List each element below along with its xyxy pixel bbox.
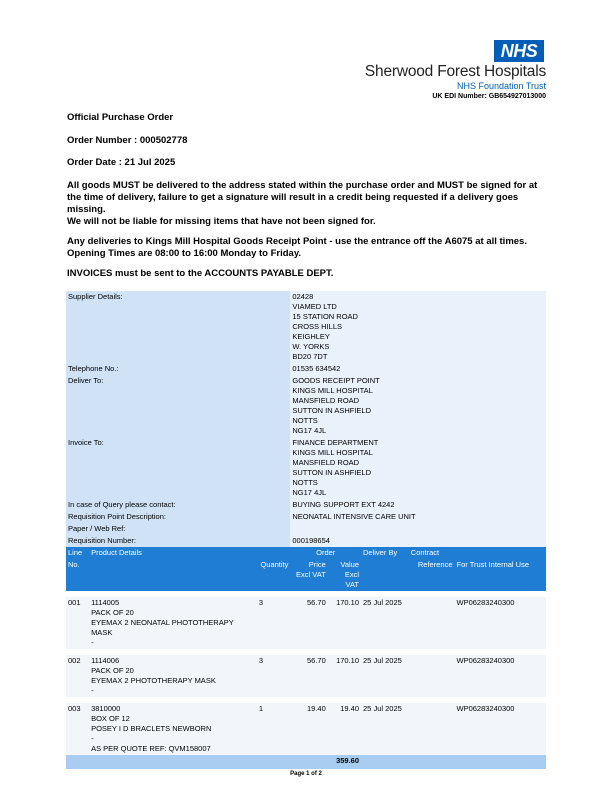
- query-label: In case of Query please contact:: [66, 499, 290, 511]
- uk-edi-number: UK EDI Number: GB654927013000: [432, 93, 546, 100]
- supplier-label: Supplier Details:: [66, 291, 290, 363]
- header-line: Line: [66, 547, 89, 559]
- requisition-point-label: Requisition Point Description:: [66, 511, 290, 523]
- requisition-point-value: NEONATAL INTENSIVE CARE UNIT: [290, 511, 546, 523]
- item-details: 1114006 PACK OF 20 EYEMAX 2 PHOTOTHERAPY MASK -: [89, 655, 257, 697]
- purchase-order-table: [66, 291, 546, 769]
- header-deliver-by: Deliver By: [361, 547, 409, 559]
- item-price: 56.70: [290, 655, 327, 697]
- requisition-number-label: Requisition Number:: [66, 535, 290, 547]
- item-price: 56.70: [290, 597, 327, 649]
- header-quantity: Quantity: [257, 559, 291, 591]
- deliver-to-value: GOODS RECEIPT POINT KINGS MILL HOSPITAL MANSFIELD ROAD SUTTON IN ASHFIELD NOTTS NG17 4JL: [290, 375, 546, 437]
- item-line: 002: [66, 655, 89, 697]
- item-deliver-by: 25 Jul 2025: [361, 655, 409, 697]
- order-date: Order Date : 21 Jul 2025: [67, 157, 176, 168]
- item-reference: [409, 597, 455, 649]
- paper-web-ref-value: [290, 523, 546, 535]
- item-details: 1114005 PACK OF 20 EYEMAX 2 NEONATAL PHOTOTHERAPY MASK -: [89, 597, 257, 649]
- header-trust-internal-use: For Trust Internal Use: [455, 559, 547, 591]
- item-reference: [409, 655, 455, 697]
- item-quantity: 3: [257, 655, 291, 697]
- header-no: No.: [66, 559, 89, 591]
- org-subtitle: NHS Foundation Trust: [456, 81, 546, 91]
- requisition-number-value: 000198654: [290, 535, 546, 547]
- item-line: 001: [66, 597, 89, 649]
- order-total: 359.60: [328, 755, 361, 769]
- telephone-label: Telephone No.:: [66, 363, 290, 375]
- item-trust-ref: WP06283240300: [455, 703, 547, 755]
- item-reference: [409, 703, 455, 755]
- document-title: Official Purchase Order: [67, 112, 174, 123]
- table-row: [66, 703, 546, 755]
- header-contract: Contract: [409, 547, 455, 559]
- item-deliver-by: 25 Jul 2025: [361, 597, 409, 649]
- deliver-to-label: Deliver To:: [66, 375, 290, 437]
- invoice-notice: INVOICES must be sent to the ACCOUNTS PAYABLE DEPT.: [67, 268, 334, 279]
- invoice-to-label: Invoice To:: [66, 437, 290, 499]
- item-quantity: 3: [257, 597, 291, 649]
- telephone-value: 01535 634542: [290, 363, 546, 375]
- item-price: 19.40: [290, 703, 327, 755]
- paper-web-ref-label: Paper / Web Ref:: [66, 523, 290, 535]
- nhs-logo: NHS: [494, 40, 544, 62]
- header-value: Value Excl VAT: [328, 559, 361, 591]
- header-price: Price Excl VAT: [290, 559, 327, 591]
- goods-receipt-notice: Any deliveries to Kings Mill Hospital Goods Receipt Point - use the entrance off the A6075 at all times. Opening Times are 08:00 to 16:00 Monday to Friday.: [67, 236, 527, 259]
- org-name: Sherwood Forest Hospitals: [364, 63, 546, 80]
- item-value: 170.10: [328, 655, 361, 697]
- header-product-details: Product Details: [89, 547, 257, 559]
- item-line: 003: [66, 703, 89, 755]
- page-number: Page 1 of 2: [290, 771, 322, 777]
- item-value: 170.10: [328, 597, 361, 649]
- table-row: [66, 655, 546, 697]
- order-number: Order Number : 000502778: [67, 135, 188, 146]
- item-value: 19.40: [328, 703, 361, 755]
- supplier-value: 02428 VIAMED LTD 15 STATION ROAD CROSS HILLS KEIGHLEY W. YORKS BD20 7DT: [290, 291, 546, 363]
- invoice-to-value: FINANCE DEPARTMENT KINGS MILL HOSPITAL MANSFIELD ROAD SUTTON IN ASHFIELD NOTTS NG17 4JL: [290, 437, 546, 499]
- item-quantity: 1: [257, 703, 291, 755]
- header-order: Order: [290, 547, 361, 559]
- item-trust-ref: WP06283240300: [455, 655, 547, 697]
- item-details: 3810000 BOX OF 12 POSEY I D BRACLETS NEWBORN - AS PER QUOTE REF: QVM158007: [89, 703, 257, 755]
- delivery-notice: All goods MUST be delivered to the address stated within the purchase order and MUST be signed for at the time of delivery, failure to get a signature will result in a credit being requested if a delivery goes missing. We will not be liable for missing items that have not been signed for.: [67, 180, 538, 227]
- item-deliver-by: 25 Jul 2025: [361, 703, 409, 755]
- table-row: [66, 597, 546, 649]
- item-trust-ref: WP06283240300: [455, 597, 547, 649]
- query-value: BUYING SUPPORT EXT 4242: [290, 499, 546, 511]
- header-reference: Reference: [409, 559, 455, 591]
